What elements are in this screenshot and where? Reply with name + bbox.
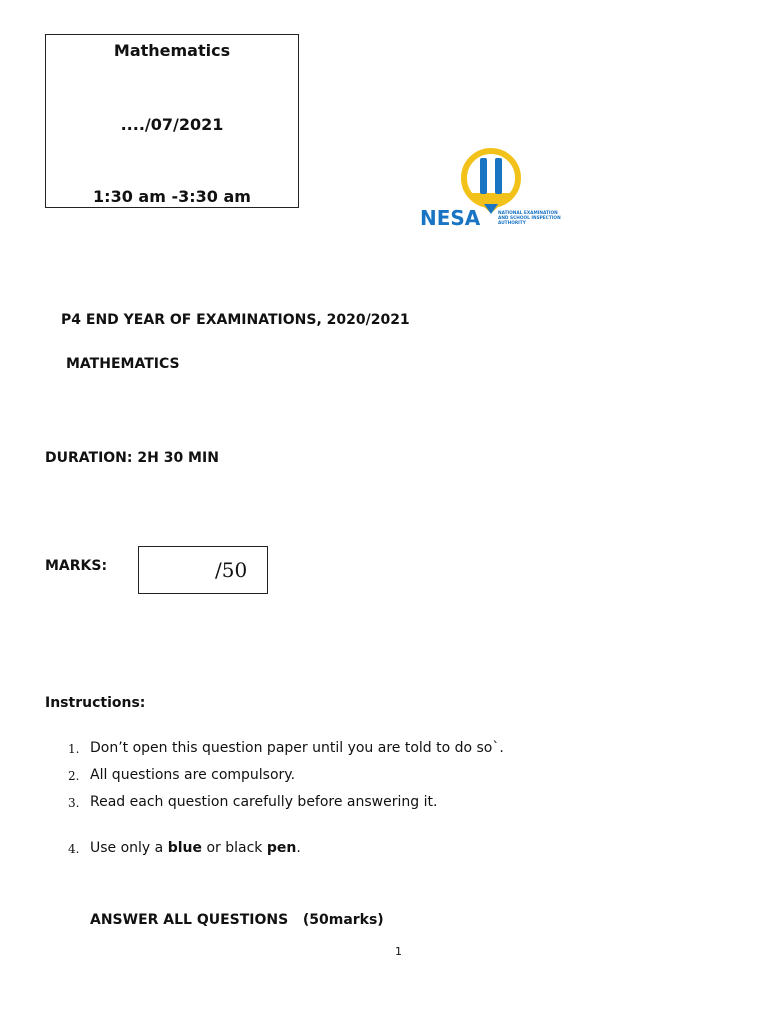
- instruction-text: Don’t open this question paper until you are told to do so`.: [90, 740, 504, 756]
- marks-box: [138, 546, 268, 594]
- svg-text:NATIONAL EXAMINATION: NATIONAL EXAMINATION: [498, 211, 558, 216]
- instruction-emphasis-blue: blue: [167, 840, 202, 856]
- instruction-text-part: .: [296, 840, 301, 856]
- instruction-emphasis-pen: pen: [266, 840, 297, 856]
- instruction-text: Read each question carefully before answering it.: [90, 794, 438, 810]
- instruction-number: 4.: [68, 842, 80, 856]
- header-time: 1:30 am -3:30 am: [93, 187, 251, 206]
- exam-title: P4 END YEAR OF EXAMINATIONS, 2020/2021: [61, 312, 410, 328]
- marks-label: MARKS:: [45, 558, 108, 574]
- marks-value: /50: [215, 558, 248, 582]
- instruction-number: 1.: [68, 742, 80, 756]
- svg-text:NESA: NESA: [420, 206, 481, 230]
- answer-all-heading: ANSWER ALL QUESTIONS (50marks): [90, 912, 384, 928]
- header-box: [45, 34, 299, 208]
- svg-text:AND SCHOOL INSPECTION: AND SCHOOL INSPECTION: [498, 216, 561, 221]
- instruction-text-part: Use only a: [90, 840, 168, 856]
- nesa-logo: [418, 148, 578, 230]
- header-date: ..../07/2021: [120, 115, 224, 134]
- instruction-text: All questions are compulsory.: [90, 767, 296, 783]
- instruction-number: 3.: [68, 796, 80, 810]
- instruction-text-part: or black: [202, 840, 267, 856]
- instruction-text: [90, 840, 301, 856]
- page-number: 1: [395, 945, 402, 958]
- exam-duration: DURATION: 2H 30 MIN: [45, 450, 219, 466]
- instruction-number: 2.: [68, 769, 80, 783]
- nesa-logo-graphic: [418, 148, 578, 230]
- header-subject: Mathematics: [113, 41, 231, 60]
- instructions-heading: Instructions:: [45, 695, 146, 711]
- exam-subject: MATHEMATICS: [66, 356, 180, 372]
- svg-text:AUTHORITY: AUTHORITY: [498, 221, 526, 226]
